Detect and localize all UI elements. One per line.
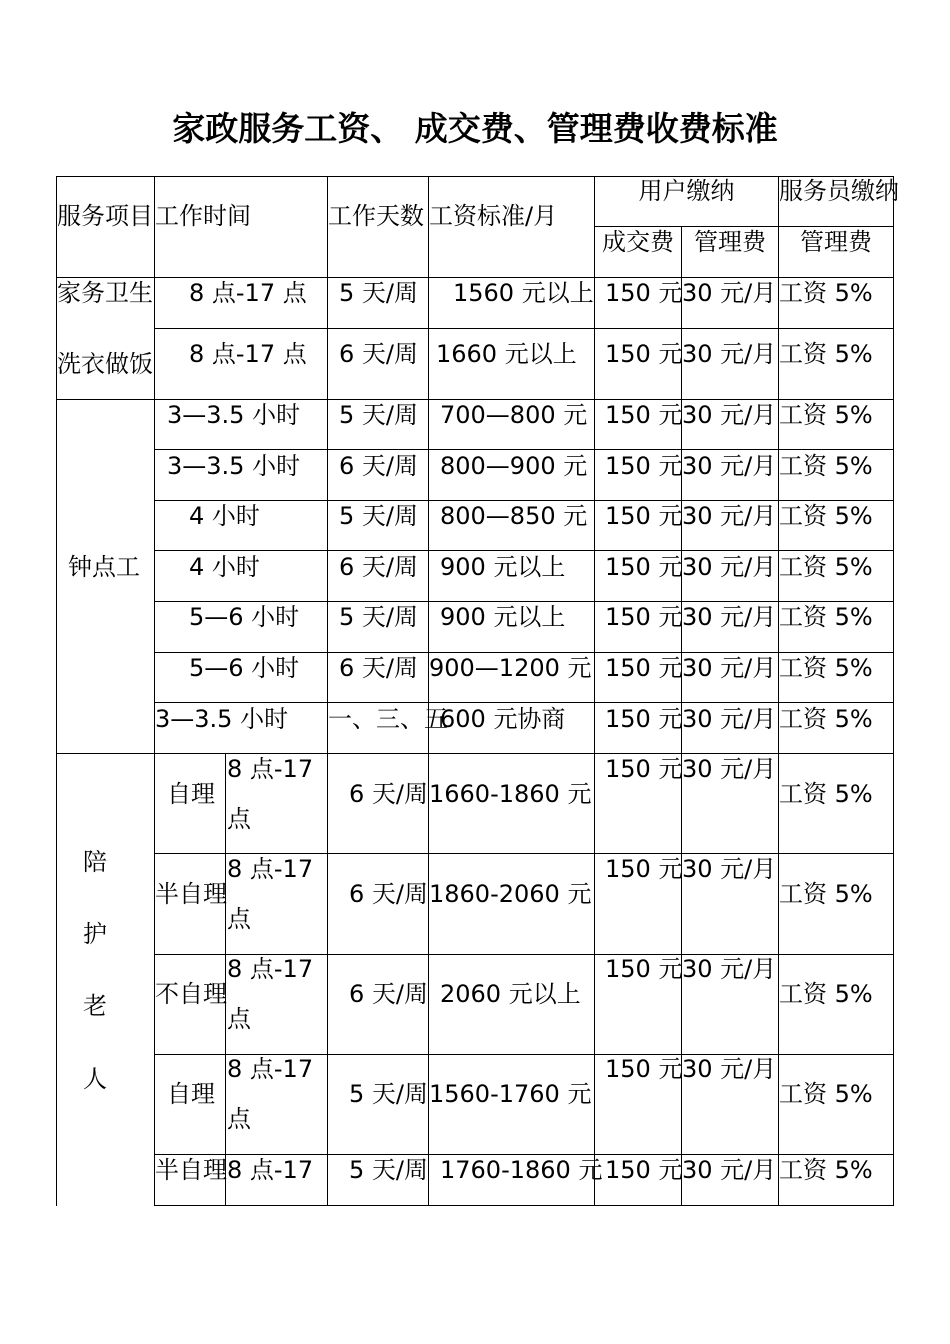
cell-time-cont: 点 xyxy=(227,805,251,833)
cell-mgmt-fee: 30 元/月 xyxy=(682,340,777,368)
cell-days: 5 天/周 xyxy=(339,401,418,429)
cell-deal-fee: 150 元 xyxy=(605,340,683,368)
housework-label-2: 洗衣做饭 xyxy=(57,350,153,378)
elderly-label-char: 人 xyxy=(83,1065,107,1093)
cell-mgmt-fee: 30 元/月 xyxy=(682,553,777,581)
cell-staff-fee: 工资 5% xyxy=(779,401,873,429)
cell-days: 5 天/周 xyxy=(339,502,418,530)
cell-wage: 1760-1860 元 xyxy=(440,1156,603,1184)
cell-days: 6 天/周 xyxy=(349,880,428,908)
header-service-item: 服务项目 xyxy=(57,202,153,230)
cell-wage: 1660 元以上 xyxy=(436,340,577,368)
elderly-label-char: 护 xyxy=(83,920,107,948)
cell-deal-fee: 150 元 xyxy=(605,705,683,733)
housework-label-1: 家务卫生 xyxy=(57,279,153,307)
cell-days: 6 天/周 xyxy=(339,452,418,480)
cell-time: 8 点-17 点 xyxy=(189,279,307,307)
cell-mgmt-fee: 30 元/月 xyxy=(682,755,777,783)
hourly-label: 钟点工 xyxy=(68,553,140,581)
cell-time: 5—6 小时 xyxy=(189,654,300,682)
cell-time: 3—3.5 小时 xyxy=(167,452,301,480)
cell-deal-fee: 150 元 xyxy=(605,654,683,682)
cell-time: 8 点-17 xyxy=(227,1156,314,1184)
cell-mgmt-fee: 30 元/月 xyxy=(682,502,777,530)
cell-wage: 600 元协商 xyxy=(440,705,566,733)
cell-wage: 1860-2060 元 xyxy=(429,880,592,908)
cell-staff-fee: 工资 5% xyxy=(779,1080,873,1108)
elderly-label-char: 陪 xyxy=(83,848,107,876)
page-title: 家政服务工资、 成交费、管理费收费标准 xyxy=(172,109,778,148)
cell-staff-fee: 工资 5% xyxy=(779,603,873,631)
cell-mgmt-fee: 30 元/月 xyxy=(682,705,777,733)
cell-mgmt-fee: 30 元/月 xyxy=(682,603,777,631)
cell-wage: 700—800 元 xyxy=(440,401,588,429)
cell-time: 8 点-17 xyxy=(227,855,314,883)
cell-days: 6 天/周 xyxy=(339,553,418,581)
cell-time-cont: 点 xyxy=(227,905,251,933)
cell-wage: 800—900 元 xyxy=(440,452,588,480)
cell-mgmt-fee: 30 元/月 xyxy=(682,654,777,682)
cell-deal-fee: 150 元 xyxy=(605,855,683,883)
header-deal-fee: 成交费 xyxy=(602,228,674,256)
cell-wage: 2060 元以上 xyxy=(440,980,581,1008)
header-wage-standard: 工资标准/月 xyxy=(429,202,558,230)
cell-time: 8 点-17 xyxy=(227,755,314,783)
cell-mgmt-fee: 30 元/月 xyxy=(682,955,777,983)
header-work-time: 工作时间 xyxy=(155,202,251,230)
cell-care-type: 自理 xyxy=(167,780,215,808)
cell-wage: 1560-1760 元 xyxy=(429,1080,592,1108)
cell-time: 8 点-17 点 xyxy=(189,340,307,368)
cell-staff-fee: 工资 5% xyxy=(779,880,873,908)
cell-time-cont: 点 xyxy=(227,1105,251,1133)
cell-care-type: 半自理 xyxy=(155,1156,227,1184)
cell-time: 5—6 小时 xyxy=(189,603,300,631)
cell-staff-fee: 工资 5% xyxy=(779,780,873,808)
cell-staff-fee: 工资 5% xyxy=(779,1156,873,1184)
cell-mgmt-fee: 30 元/月 xyxy=(682,452,777,480)
cell-staff-fee: 工资 5% xyxy=(779,452,873,480)
cell-staff-fee: 工资 5% xyxy=(779,502,873,530)
cell-mgmt-fee: 30 元/月 xyxy=(682,1156,777,1184)
cell-staff-fee: 工资 5% xyxy=(779,654,873,682)
cell-wage: 1560 元以上 xyxy=(453,279,594,307)
cell-mgmt-fee: 30 元/月 xyxy=(682,401,777,429)
cell-wage: 900—1200 元 xyxy=(429,654,592,682)
cell-days: 6 天/周 xyxy=(339,340,418,368)
cell-deal-fee: 150 元 xyxy=(605,955,683,983)
cell-care-type: 自理 xyxy=(167,1080,215,1108)
cell-days: 6 天/周 xyxy=(349,980,428,1008)
cell-days: 一、三、五 xyxy=(328,705,448,733)
cell-days: 5 天/周 xyxy=(339,279,418,307)
cell-days: 5 天/周 xyxy=(349,1080,428,1108)
cell-time: 8 点-17 xyxy=(227,1055,314,1083)
header-user-pay: 用户缴纳 xyxy=(638,177,735,205)
cell-staff-fee: 工资 5% xyxy=(779,705,873,733)
cell-deal-fee: 150 元 xyxy=(605,603,683,631)
cell-time: 4 小时 xyxy=(189,553,260,581)
header-mgmt-fee: 管理费 xyxy=(694,228,766,256)
cell-staff-fee: 工资 5% xyxy=(779,340,873,368)
cell-days: 6 天/周 xyxy=(349,780,428,808)
cell-care-type: 半自理 xyxy=(155,880,227,908)
cell-days: 5 天/周 xyxy=(349,1156,428,1184)
cell-time: 8 点-17 xyxy=(227,955,314,983)
cell-wage: 800—850 元 xyxy=(440,502,588,530)
cell-deal-fee: 150 元 xyxy=(605,452,683,480)
header-staff-mgmt-fee: 管理费 xyxy=(800,228,872,256)
header-staff-pay: 服务员缴纳 xyxy=(779,177,899,205)
cell-wage: 900 元以上 xyxy=(440,603,566,631)
cell-deal-fee: 150 元 xyxy=(605,279,683,307)
cell-days: 5 天/周 xyxy=(339,603,418,631)
cell-staff-fee: 工资 5% xyxy=(779,279,873,307)
cell-time: 4 小时 xyxy=(189,502,260,530)
cell-time: 3—3.5 小时 xyxy=(167,401,301,429)
cell-deal-fee: 150 元 xyxy=(605,553,683,581)
cell-staff-fee: 工资 5% xyxy=(779,553,873,581)
cell-time-cont: 点 xyxy=(227,1005,251,1033)
header-work-days: 工作天数 xyxy=(328,202,424,230)
cell-deal-fee: 150 元 xyxy=(605,755,683,783)
cell-wage: 1660-1860 元 xyxy=(429,780,592,808)
cell-mgmt-fee: 30 元/月 xyxy=(682,855,777,883)
cell-mgmt-fee: 30 元/月 xyxy=(682,1055,777,1083)
cell-wage: 900 元以上 xyxy=(440,553,566,581)
cell-staff-fee: 工资 5% xyxy=(779,980,873,1008)
cell-days: 6 天/周 xyxy=(339,654,418,682)
cell-care-type: 不自理 xyxy=(155,980,227,1008)
cell-deal-fee: 150 元 xyxy=(605,1156,683,1184)
cell-time: 3—3.5 小时 xyxy=(155,705,289,733)
cell-deal-fee: 150 元 xyxy=(605,401,683,429)
cell-deal-fee: 150 元 xyxy=(605,1055,683,1083)
cell-mgmt-fee: 30 元/月 xyxy=(682,279,777,307)
cell-deal-fee: 150 元 xyxy=(605,502,683,530)
elderly-label-char: 老 xyxy=(83,992,107,1020)
